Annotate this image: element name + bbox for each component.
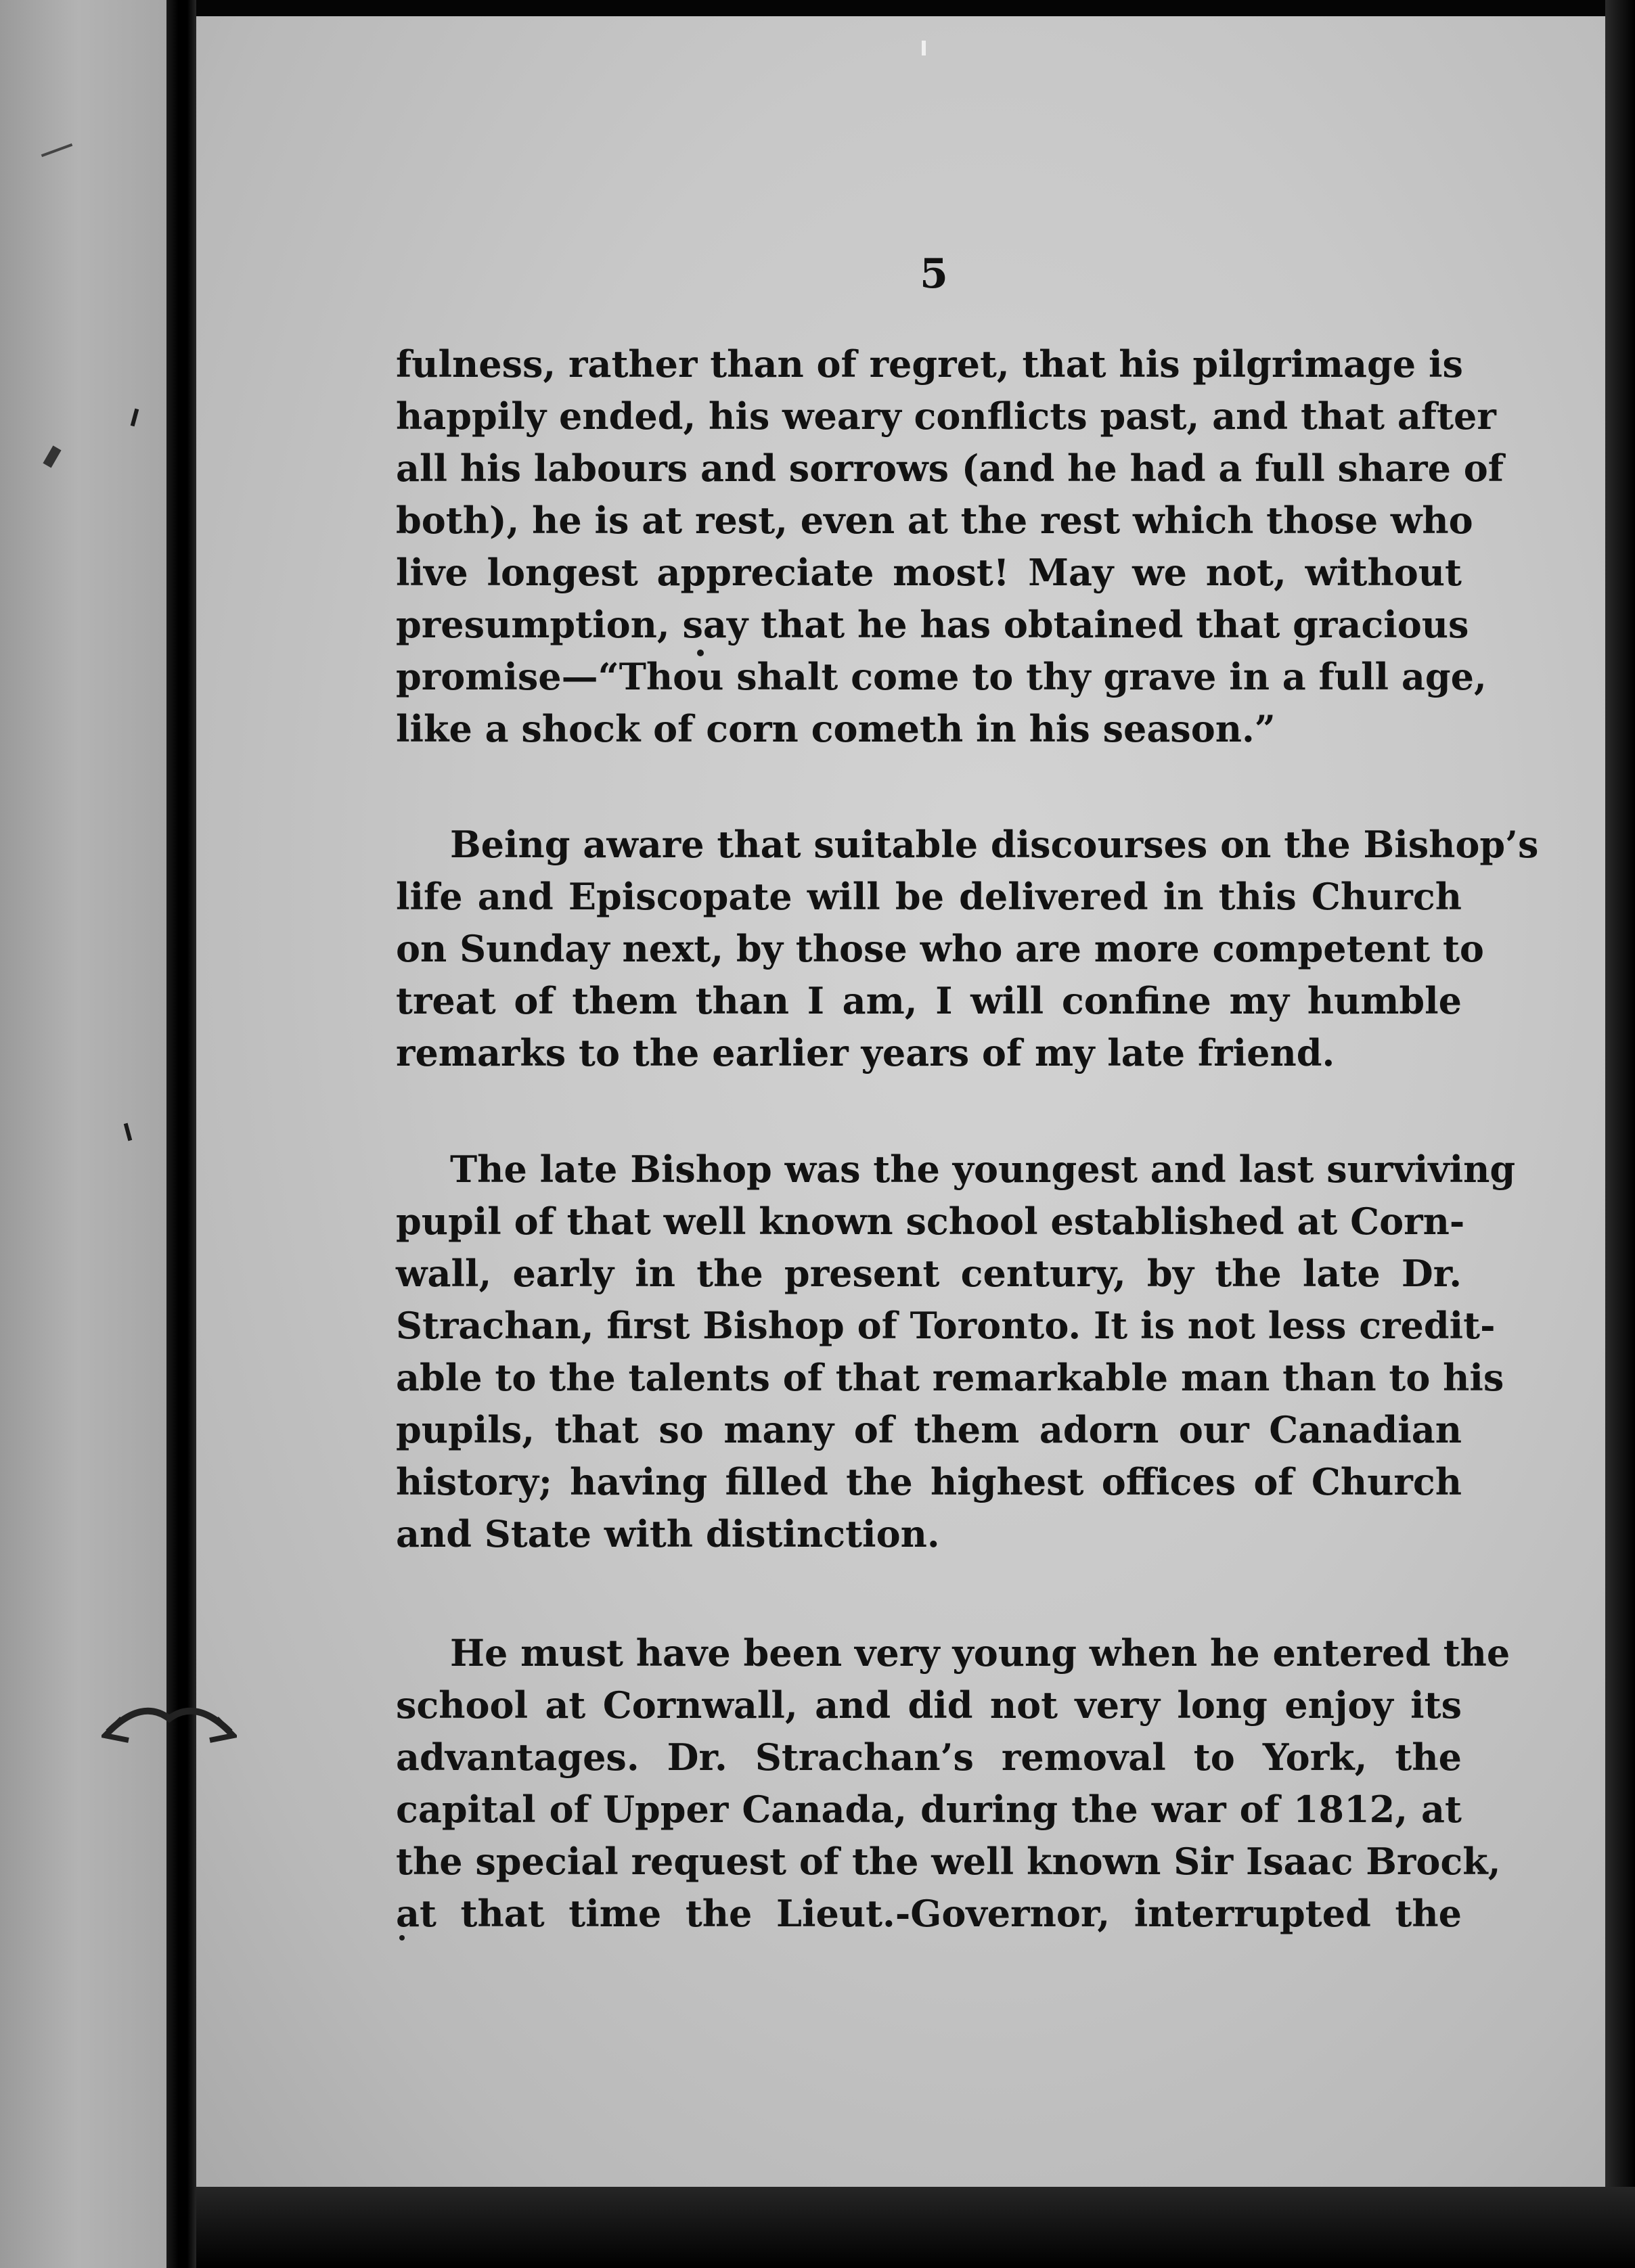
- page-bottom-edge: [196, 2187, 1635, 2268]
- text-line: fulness, rather than of regret, that his pilgrimage is: [396, 342, 1463, 386]
- paragraph: [396, 1143, 1516, 1560]
- text-line: promise—“Thou shalt come to thy grave in a full age,: [396, 655, 1487, 698]
- text-line: able to the talents of that remarkable man than to his: [396, 1356, 1504, 1399]
- text-line: life and Episcopate will be delivered in this Church: [396, 875, 1462, 918]
- text-line: school at Cornwall, and did not very long enjoy its: [396, 1683, 1462, 1727]
- text-line: both), he is at rest, even at the rest which those who: [396, 499, 1473, 542]
- text-line: on Sunday next, by those who are more competent to: [396, 927, 1484, 970]
- text-line: The late Bishop was the youngest and last surviving: [450, 1148, 1516, 1191]
- text-line: Strachan, first Bishop of Toronto. It is not less credit-: [396, 1304, 1496, 1347]
- text-line: remarks to the earlier years of my late friend.: [396, 1031, 1335, 1074]
- text-line: advantages. Dr. Strachan’s removal to York, the: [396, 1736, 1462, 1779]
- text-line: the special request of the well known Sir Isaac Brock,: [396, 1840, 1501, 1883]
- text-line: He must have been very young when he entered the: [450, 1631, 1510, 1675]
- text-line: Being aware that suitable discourses on the Bishop’s: [450, 823, 1539, 866]
- binding-gutter: [166, 0, 196, 2268]
- text-line: treat of them than I am, I will confine my humble: [396, 979, 1462, 1022]
- text-line: pupil of that well known school established at Corn-: [396, 1200, 1465, 1243]
- text-line: pupils, that so many of them adorn our Canadian: [396, 1408, 1462, 1451]
- text-line: capital of Upper Canada, during the war of 1812, at: [396, 1788, 1462, 1831]
- text-line: presumption, say that he has obtained that gracious: [396, 603, 1469, 646]
- paragraph: [396, 1627, 1510, 1940]
- ink-speck: [922, 41, 926, 55]
- text-line: like a shock of corn cometh in his season.”: [396, 707, 1276, 750]
- page-right-edge: [1605, 0, 1635, 2268]
- text-line: live longest appreciate most! May we not, without: [396, 551, 1462, 594]
- paragraph: [396, 819, 1539, 1079]
- text-line: at that time the Lieut.-Governor, interrupted the: [396, 1892, 1462, 1935]
- text-line: wall, early in the present century, by the late Dr.: [396, 1252, 1462, 1295]
- text-line: all his labours and sorrows (and he had a full share of: [396, 447, 1504, 490]
- text-line: happily ended, his weary conflicts past, and that after: [396, 394, 1496, 438]
- paragraph: [396, 338, 1504, 755]
- bookmark-ribbon-icon: [102, 1692, 237, 1766]
- facing-page-edge: [0, 0, 175, 2268]
- page-number: 5: [920, 250, 948, 298]
- text-line: history; having filled the highest offices of Church: [396, 1460, 1462, 1503]
- text-line: and State with distinction.: [396, 1512, 940, 1556]
